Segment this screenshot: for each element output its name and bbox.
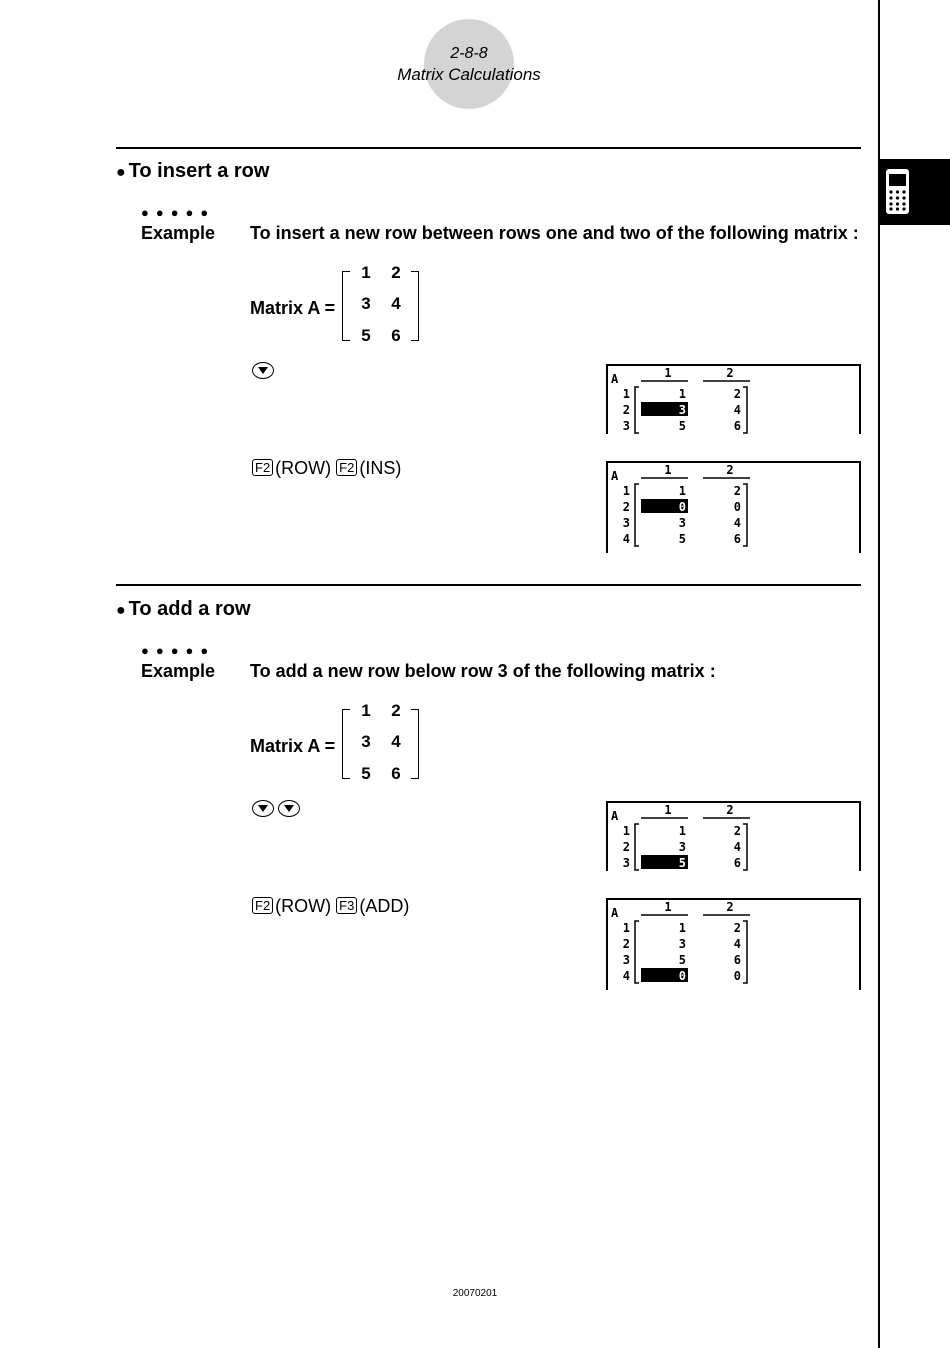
example-text: To add a new row below row 3 of the following matrix : [250,661,716,681]
screen-column-header: 2 [726,463,734,477]
screen-right-bracket [743,484,747,546]
bullet-icon: ● [116,602,126,619]
screen-cell: 6 [733,532,741,546]
screen-cell: 5 [678,856,686,870]
screen-left-bracket [635,484,639,546]
screen-right-bracket [743,824,747,870]
screen-cell: 2 [733,387,741,401]
key-sequence [252,800,304,822]
f3-key: F3 [336,897,357,914]
screen-cell: 2 [733,921,741,935]
section-divider [116,147,861,149]
example-label: Example [141,661,216,681]
key-label: (INS) [359,458,402,478]
screen-column-header: 2 [726,366,734,380]
screen-row-number: 3 [622,953,630,967]
screen-column-header: 1 [664,900,672,914]
matrix-cell: 4 [391,732,401,751]
matrix-cell: 2 [391,263,401,282]
screen-cell: 0 [733,500,741,514]
f2-key: F2 [336,459,357,476]
chapter-tab [880,159,950,225]
screen-display [608,463,855,553]
screen-cell: 6 [733,856,741,870]
screen-column-header: 1 [664,463,672,477]
key-label: (ADD) [359,896,410,916]
screen-cell: 3 [678,516,686,530]
key-sequence [252,457,401,479]
matrix-cell: 3 [361,294,371,313]
screen-display [608,366,855,440]
down-arrow-key-icon [278,800,300,817]
matrix-cell: 2 [391,701,401,720]
matrix-label: Matrix A = [250,736,336,756]
key-label: (ROW) [275,458,332,478]
page-number: 2-8-8 [450,45,488,62]
matrix-cell: 5 [361,326,371,345]
screen-row-number: 2 [622,840,630,854]
screen-cell: 6 [733,419,741,433]
down-arrow-key-icon [252,362,274,379]
screen-row-number: 2 [622,403,630,417]
screen-cell: 0 [678,500,686,514]
screen-cell: 2 [733,484,741,498]
matrix-left-bracket [342,271,350,341]
section-heading: ● To insert a row [116,160,270,182]
screen-column-header: 1 [664,366,672,380]
screen-matrix-name: A [611,372,619,386]
footer-code: 20070201 [452,1288,498,1299]
screen-cell: 0 [678,969,686,983]
matrix-cell: 1 [361,263,371,282]
screen-right-bracket [743,921,747,983]
matrix-cell: 4 [391,294,401,313]
key-sequence [252,362,278,384]
screen-cell: 5 [678,419,686,433]
screen-left-bracket [635,824,639,870]
screen-cell: 4 [733,516,741,530]
matrix-right-bracket [411,709,419,779]
key-label: (ROW) [275,896,332,916]
matrix-left-bracket [342,709,350,779]
screen-cell: 1 [678,387,686,401]
screen-row-number: 1 [622,824,630,838]
example-dots: ●●●●● [141,643,216,658]
screen-cell: 3 [678,937,686,951]
screen-cell: 4 [733,403,741,417]
screen-column-header: 2 [726,900,734,914]
screen-left-bracket [635,921,639,983]
calculator-icon [880,159,950,225]
screen-row-number: 2 [622,500,630,514]
matrix-cell: 5 [361,764,371,783]
calculator-screen [606,898,861,990]
example-dots: ●●●●● [141,205,216,220]
screen-cell: 1 [678,824,686,838]
f2-key: F2 [252,459,273,476]
example-text: To insert a new row between rows one and two of the following matrix : [250,223,859,243]
screen-row-number: 1 [622,484,630,498]
screen-matrix-name: A [611,906,619,920]
screen-row-number: 1 [622,387,630,401]
f2-key: F2 [252,897,273,914]
matrix-right-bracket [411,271,419,341]
screen-cell: 3 [678,403,686,417]
matrix-cell: 1 [361,701,371,720]
screen-cell: 5 [678,532,686,546]
screen-row-number: 4 [622,969,630,983]
screen-row-number: 3 [622,516,630,530]
screen-matrix-name: A [611,809,619,823]
screen-display [608,900,855,990]
screen-row-number: 1 [622,921,630,935]
screen-right-bracket [743,387,747,433]
screen-row-number: 3 [622,419,630,433]
screen-cell: 1 [678,921,686,935]
calculator-screen [606,801,861,871]
example-label: Example [141,223,216,243]
screen-cell: 6 [733,953,741,967]
page-title: Matrix Calculations [397,65,541,84]
bullet-icon: ● [116,164,126,181]
down-arrow-key-icon [252,800,274,817]
matrix-label: Matrix A = [250,298,336,318]
matrix-cell: 6 [391,326,401,345]
screen-cell: 0 [733,969,741,983]
page-number-circle [424,19,514,109]
calculator-screen [606,364,861,434]
screen-cell: 1 [678,484,686,498]
screen-matrix-name: A [611,469,619,483]
screen-left-bracket [635,387,639,433]
screen-column-header: 2 [726,803,734,817]
calculator-screen [606,461,861,553]
section-heading: ● To add a row [116,598,251,620]
screen-cell: 3 [678,840,686,854]
key-sequence [252,895,409,917]
screen-cell: 5 [678,953,686,967]
screen-display [608,803,855,877]
screen-cell: 4 [733,840,741,854]
screen-cell: 2 [733,824,741,838]
screen-row-number: 2 [622,937,630,951]
matrix-cell: 6 [391,764,401,783]
screen-column-header: 1 [664,803,672,817]
section-divider [116,584,861,586]
screen-cell: 4 [733,937,741,951]
screen-row-number: 3 [622,856,630,870]
matrix-cell: 3 [361,732,371,751]
screen-row-number: 4 [622,532,630,546]
